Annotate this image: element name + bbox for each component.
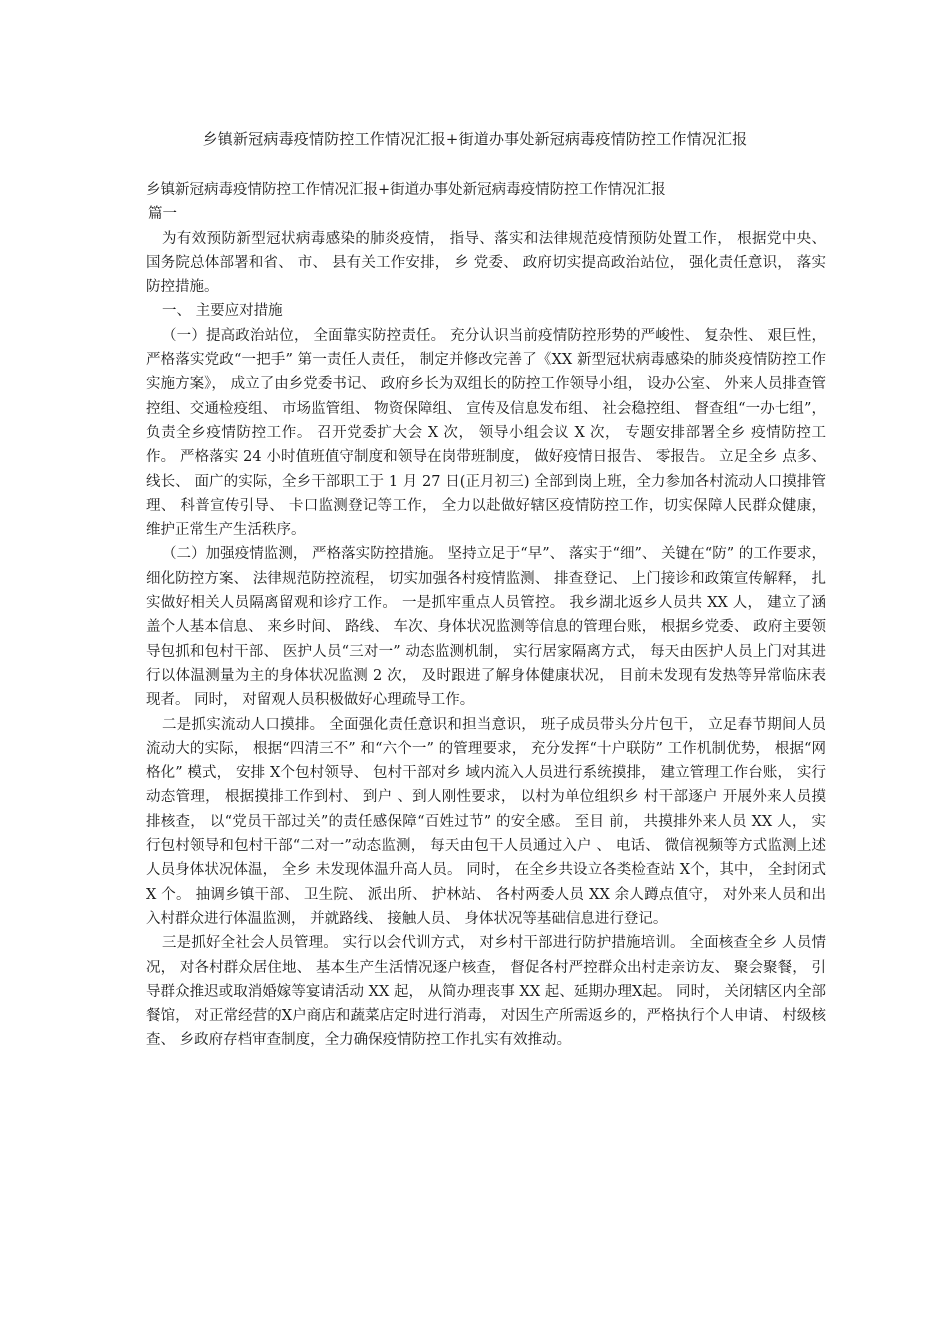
measure-paragraph-4: 三是抓好全社会人员管理。 实行以会代训方式， 对乡村干部进行防护措施培训。 全面核查全乡 人员情况， 对各村群众居住地、 基本生产生活情况逐户核查， 督促各村严控群众出村走亲访友、 聚会聚餐， 引导群众推迟或取消婚嫁等宴请活动 XX 起， 从简办理丧事 XX 起、延期办理X起。 同时， 关闭辖区内全部餐馆， 对正常经营的X户商店和蔬菜店定时进行消毒， 对因生产所需返乡的，严格执行个人申请、 村级核查、 乡政府存档审查制度，全力确保疫情防控工作扎实有效推动。	[146, 935, 826, 1049]
part-label: 篇一	[148, 206, 177, 223]
document-body	[146, 178, 826, 1053]
measure-paragraph-1: （一）提高政治站位， 全面靠实防控责任。 充分认识当前疫情防控形势的严峻性、 复杂性、 艰巨性， 严格落实党政“一把手” 第一责任人责任， 制定并修改完善了《XX 新型冠状病毒感染的肺炎疫情防控工作实施方案》， 成立了由乡党委书记、 政府乡长为双组长的防控工作领导小组， 设办公室、 外来人员排查管控组、交通检疫组、 市场监管组、 物资保障组、 宣传及信息发布组、 社会稳控组、 督查组“一办七组”， 负责全乡疫情防控工作。 召开党委扩大会 X 次， 领导小组会议 X 次， 专题安排部署全乡 疫情防控工作。 严格落实 24 小时值班值守制度和领导在岗带班制度， 做好疫情日报告、 零报告。 立足全乡 点多、 线长、 面广的实际，全乡干部职工于 1 月 27 日(正月初三) 全部到岗上班，全力参加各村流动人口摸排管理、 科普宣传引导、 卡口监测登记等工作， 全力以赴做好辖区疫情防控工作，切实保障人民群众健康， 维护正常生产生活秩序。	[146, 327, 826, 539]
document-title: 乡镇新冠病毒疫情防控工作情况汇报+街道办事处新冠病毒疫情防控工作情况汇报	[202, 130, 748, 148]
section-heading: 一、 主要应对措施	[162, 303, 283, 320]
intro-paragraph: 为有效预防新型冠状病毒感染的肺炎疫情， 指导、落实和法律规范疫情预防处置工作， 根据党中央、 国务院总体部署和省、 市、 县有关工作安排， 乡 党委、 政府切实提高政治站位， 强化责任意识， 落实防控措施。	[146, 230, 826, 296]
measure-paragraph-2: （二）加强疫情监测， 严格落实防控措施。 坚持立足于“早”、 落实于“细”、 关键在“防” 的工作要求，细化防控方案、 法律规范防控流程， 切实加强各村疫情监测、 排查登记、 上门接诊和政策宣传解释， 扎实做好相关人员隔离留观和诊疗工作。 一是抓牢重点人员管控。 我乡湖北返乡人员共 XX 人， 建立了涵盖个人基本信息、 来乡时间、 路线、 车次、身体状况监测等信息的管理台账， 根据乡党委、 政府主要领导包抓和包村干部、 医护人员“三对一” 动态监测机制， 实行居家隔离方式， 每天由医护人员上门对其进行以体温测量为主的身体状况监测 2 次， 及时跟进了解身体健康状况， 目前未发现有发热等异常临床表现者。 同时， 对留观人员积极做好心理疏导工作。	[146, 546, 826, 709]
measure-paragraph-3: 二是抓实流动人口摸排。 全面强化责任意识和担当意识， 班子成员带头分片包干， 立足春节期间人员流动大的实际， 根据“四清三不” 和“六个一” 的管理要求， 充分发挥“十户联防” 工作机制优势， 根据“网格化” 模式， 安排 X个包村领导、 包村干部对乡 域内流入人员进行系统摸排， 建立管理工作台账， 实行动态管理， 根据摸排工作到村、 到户 、到人刚性要求， 以村为单位组织乡 村干部逐户 开展外来人员摸排核查， 以“党员干部过关”的责任感保障“百姓过节” 的安全感。 至目 前， 共摸排外来人员 XX 人， 实行包村领导和包村干部“二对一”动态监测， 每天由包干人员通过入户 、 电话、 微信视频等方式监测上述人员身体状况体温， 全乡 未发现体温升高人员。 同时， 在全乡共设立各类检查站 X个，其中， 全封闭式 X 个。 抽调乡镇干部、 卫生院、 派出所、 护林站、 各村两委人员 XX 余人蹲点值守， 对外来人员和出入村群众进行体温监测， 并就路线、 接触人员、 身体状况等基础信息进行登记。	[146, 716, 826, 927]
document-subtitle: 乡镇新冠病毒疫情防控工作情况汇报+街道办事处新冠病毒疫情防控工作情况汇报	[146, 182, 666, 198]
